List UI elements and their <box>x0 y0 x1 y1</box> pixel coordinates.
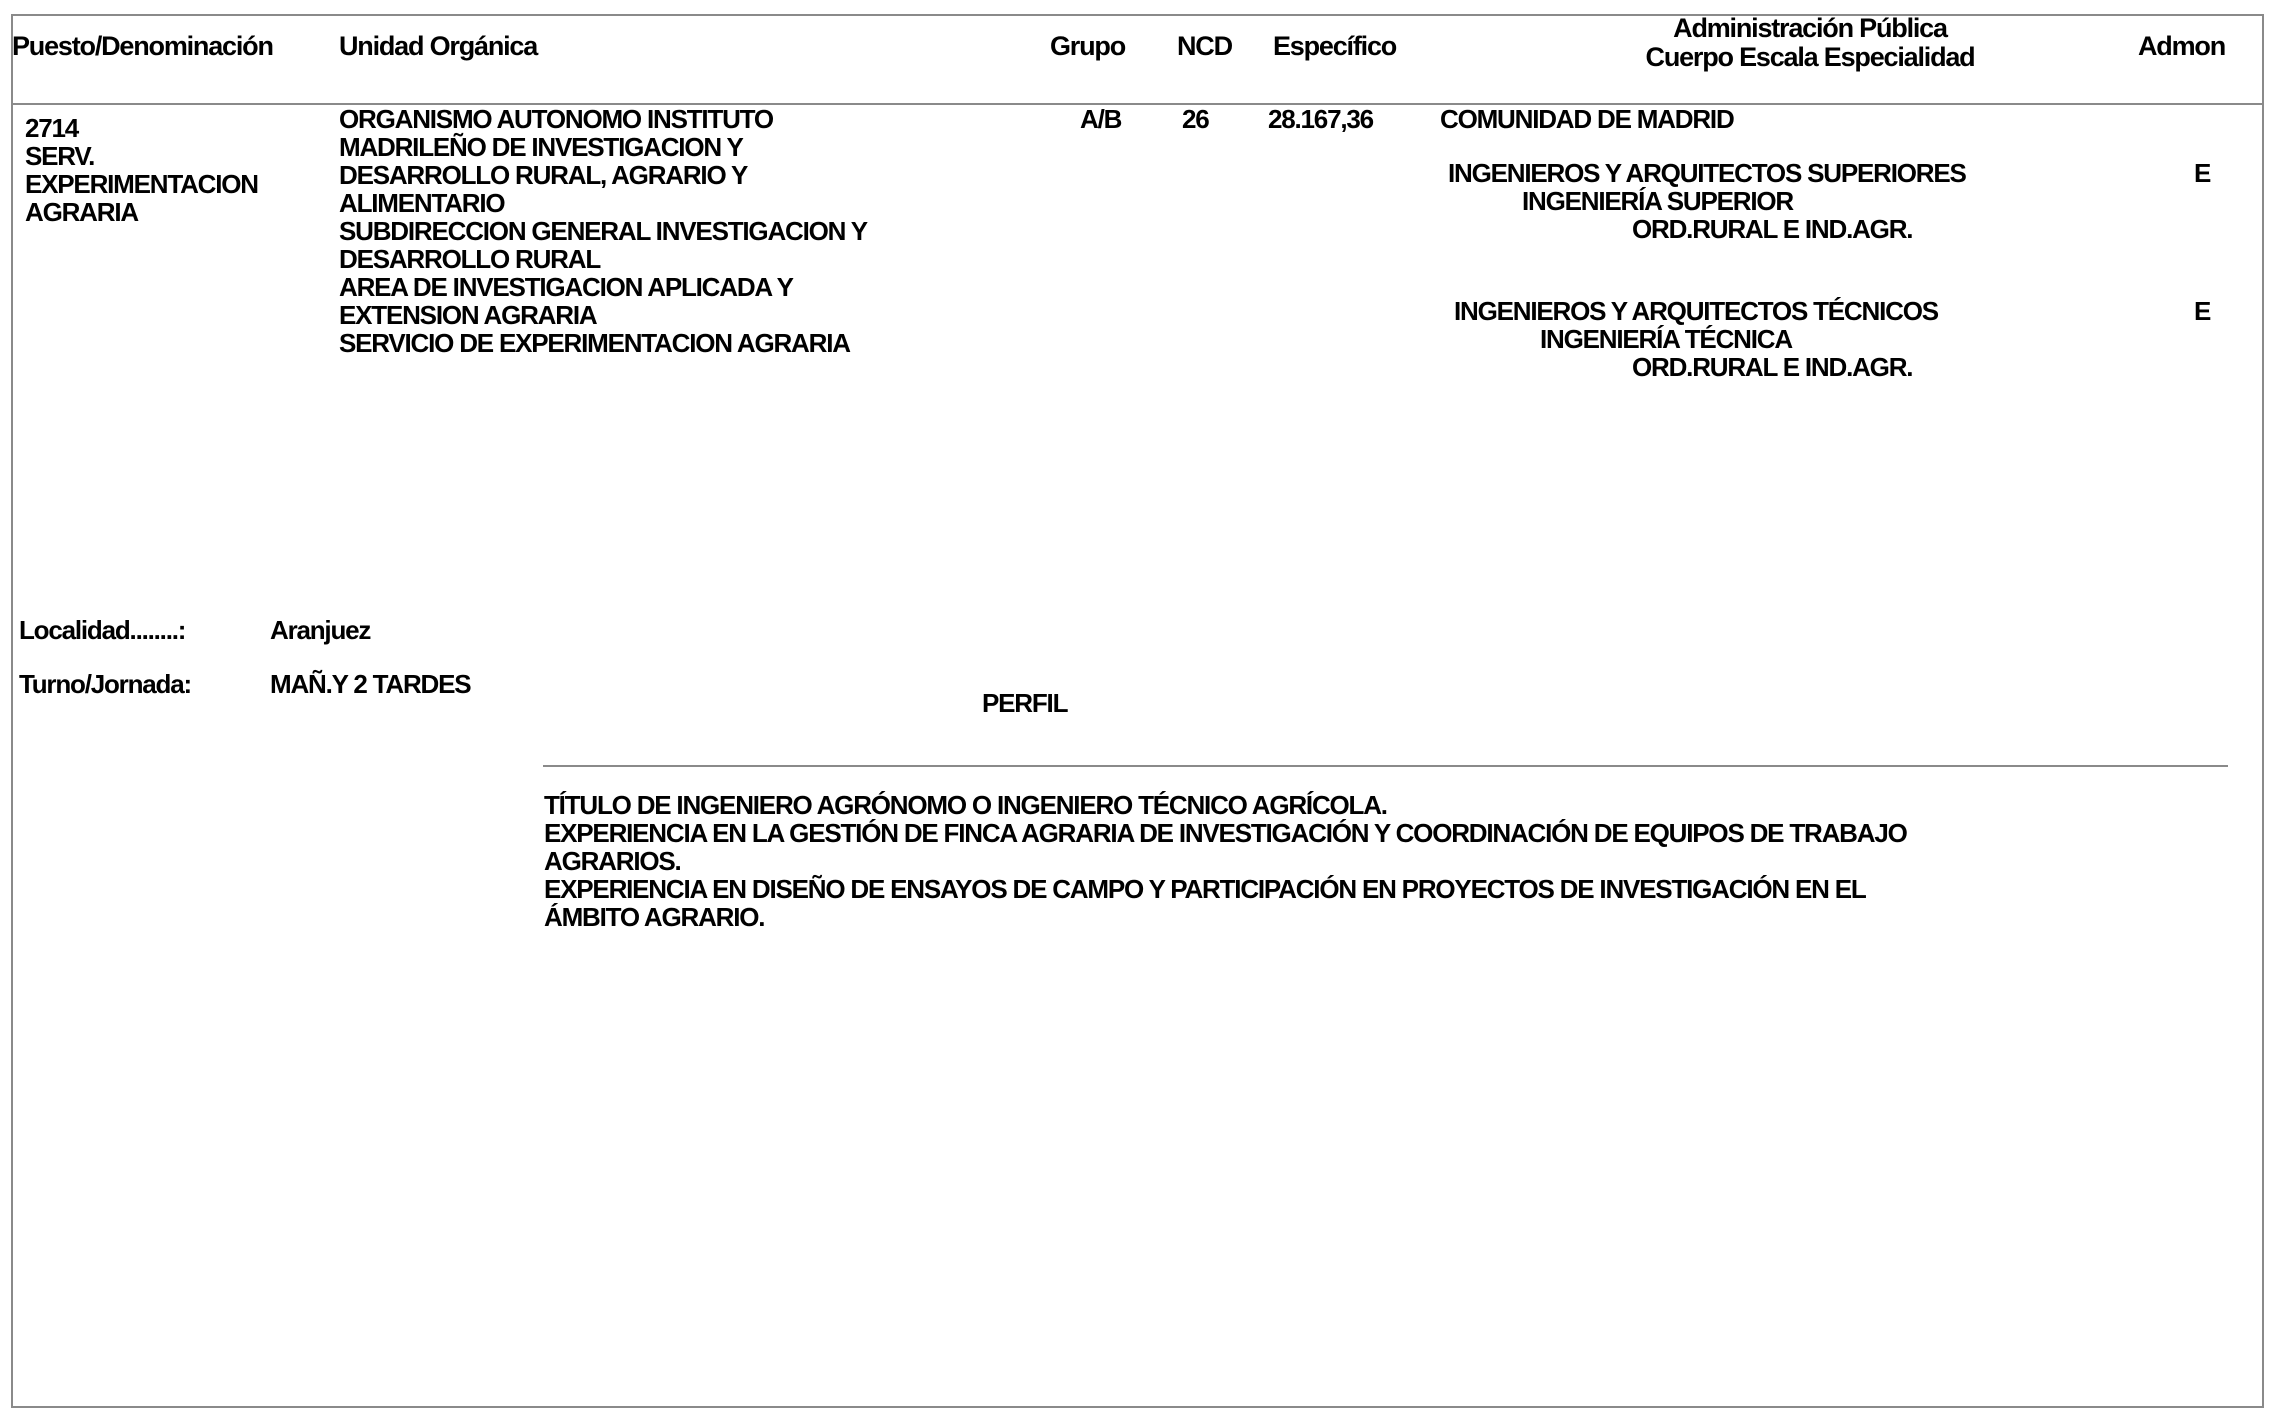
cuerpo-name: INGENIEROS Y ARQUITECTOS SUPERIORES <box>1448 158 1966 188</box>
unidad-line: ALIMENTARIO <box>339 188 505 218</box>
localidad-label: Localidad........: <box>19 615 186 645</box>
especifico-value: 28.167,36 <box>1268 104 1373 134</box>
escala-name: INGENIERÍA SUPERIOR <box>1522 186 1793 216</box>
perfil-line: EXPERIENCIA EN DISEÑO DE ENSAYOS DE CAMPO Y PARTICIPACIÓN EN PROYECTOS DE INVESTIGACIÓN EN EL <box>544 874 1866 904</box>
especialidad-name: ORD.RURAL E IND.AGR. <box>1632 352 1913 382</box>
unidad-line: EXTENSION AGRARIA <box>339 300 597 330</box>
header-admon: Admon <box>2138 31 2225 61</box>
administracion-value: COMUNIDAD DE MADRID <box>1440 104 1734 134</box>
puesto-line: AGRARIA <box>25 197 138 227</box>
unidad-line: DESARROLLO RURAL, AGRARIO Y <box>339 160 748 190</box>
ncd-value: 26 <box>1182 104 1209 134</box>
unidad-line: MADRILEÑO DE INVESTIGACION Y <box>339 132 743 162</box>
turno-label: Turno/Jornada: <box>19 669 191 699</box>
header-grupo: Grupo <box>1050 31 1125 61</box>
puesto-line: EXPERIMENTACION <box>25 169 258 199</box>
unidad-line: SERVICIO DE EXPERIMENTACION AGRARIA <box>339 328 850 358</box>
perfil-line: EXPERIENCIA EN LA GESTIÓN DE FINCA AGRARIA DE INVESTIGACIÓN Y COORDINACIÓN DE EQUIPOS DE TRABAJO <box>544 818 1907 848</box>
perfil-line: TÍTULO DE INGENIERO AGRÓNOMO O INGENIERO TÉCNICO AGRÍCOLA. <box>544 790 1387 820</box>
header-administracion <box>1510 14 2110 72</box>
header-administracion-line2: Cuerpo Escala Especialidad <box>1645 42 1975 72</box>
header-unidad: Unidad Orgánica <box>339 31 538 61</box>
perfil-divider <box>543 765 2228 767</box>
grupo-value: A/B <box>1080 104 1122 134</box>
puesto-line: SERV. <box>25 141 95 171</box>
perfil-line: ÁMBITO AGRARIO. <box>544 902 765 932</box>
header-administracion-line1: Administración Pública <box>1673 13 1947 43</box>
header-puesto: Puesto/Denominación <box>12 31 273 61</box>
unidad-line: DESARROLLO RURAL <box>339 244 601 274</box>
cuerpo-name: INGENIEROS Y ARQUITECTOS TÉCNICOS <box>1454 296 1938 326</box>
admon-value: E <box>2194 296 2211 326</box>
unidad-line: ORGANISMO AUTONOMO INSTITUTO <box>339 104 773 134</box>
especialidad-name: ORD.RURAL E IND.AGR. <box>1632 214 1913 244</box>
unidad-line: SUBDIRECCION GENERAL INVESTIGACION Y <box>339 216 867 246</box>
admon-value: E <box>2194 158 2211 188</box>
puesto-denominacion <box>25 114 258 226</box>
puesto-code: 2714 <box>25 113 79 143</box>
unidad-line: AREA DE INVESTIGACION APLICADA Y <box>339 272 793 302</box>
perfil-text <box>544 791 1907 931</box>
turno-value: MAÑ.Y 2 TARDES <box>270 669 471 699</box>
perfil-title: PERFIL <box>982 688 1068 718</box>
escala-name: INGENIERÍA TÉCNICA <box>1540 324 1792 354</box>
header-especifico: Específico <box>1273 31 1397 61</box>
unidad-organica <box>339 105 867 357</box>
localidad-value: Aranjuez <box>270 615 371 645</box>
header-ncd: NCD <box>1177 31 1232 61</box>
perfil-line: AGRARIOS. <box>544 846 681 876</box>
